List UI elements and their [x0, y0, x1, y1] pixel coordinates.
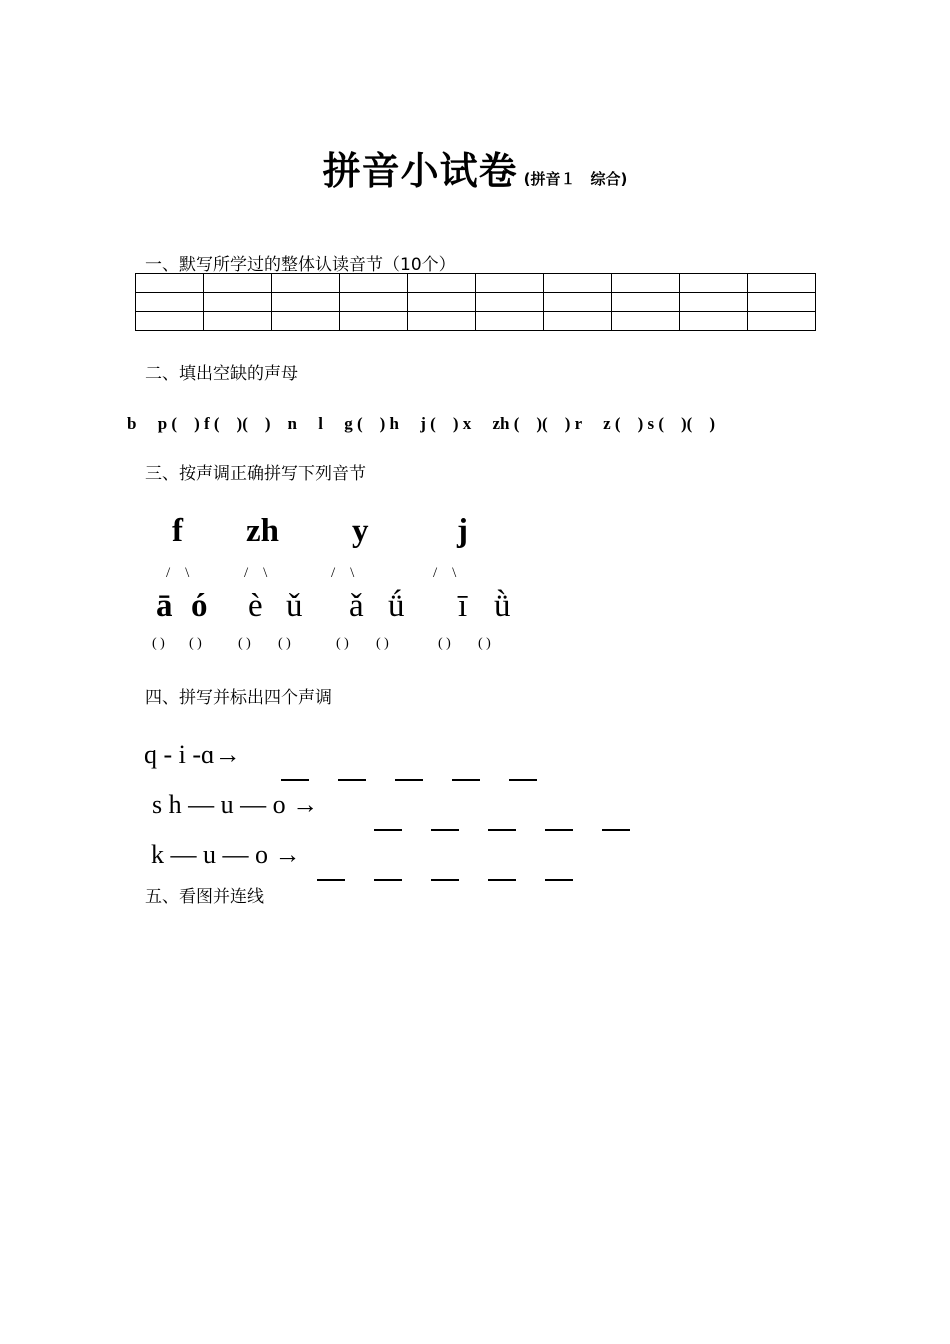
initial-letter: y — [352, 513, 369, 549]
answer-paren[interactable]: ( ) — [376, 636, 389, 651]
answer-paren[interactable]: ( ) — [336, 636, 349, 651]
tone-final — [191, 588, 208, 625]
tone-final: ǘ — [388, 588, 405, 624]
answer-blank[interactable] — [452, 777, 480, 781]
answer-blanks[interactable] — [374, 818, 659, 836]
section-5-heading: 五、看图并连线 — [145, 887, 264, 907]
answer-blank[interactable] — [317, 877, 345, 881]
section-3-heading: 三、按声调正确拼写下列音节 — [145, 464, 366, 484]
grid-cell[interactable] — [612, 312, 680, 331]
answer-blank[interactable] — [338, 777, 366, 781]
grid-row — [136, 274, 816, 293]
grid-cell[interactable] — [544, 274, 612, 293]
shengmu-fill-line[interactable] — [127, 409, 715, 434]
answer-blanks[interactable] — [317, 868, 602, 886]
answer-paren[interactable]: ( ) — [478, 636, 491, 651]
answer-blanks[interactable] — [281, 768, 566, 786]
grid-cell[interactable] — [612, 274, 680, 293]
tone-final: ǔ — [286, 588, 303, 624]
tone-final — [156, 588, 173, 625]
branch-lines: / \ — [244, 565, 268, 581]
answer-blank[interactable] — [545, 877, 573, 881]
tone-final: ǎ — [349, 588, 364, 624]
grid-cell[interactable] — [544, 293, 612, 312]
grid-cell[interactable] — [612, 293, 680, 312]
answer-blank[interactable] — [374, 827, 402, 831]
tone-final: ǜ — [494, 588, 511, 624]
grid-cell[interactable] — [476, 312, 544, 331]
title-subtitle: (拼音１ 综合) — [523, 170, 628, 188]
grid-cell[interactable] — [408, 293, 476, 312]
grid-cell[interactable] — [272, 312, 340, 331]
grid-cell[interactable] — [748, 293, 816, 312]
grid-row — [136, 293, 816, 312]
grid-cell[interactable] — [408, 312, 476, 331]
branch-lines: / \ — [331, 565, 355, 581]
answer-paren[interactable]: ( ) — [438, 636, 451, 651]
grid-cell[interactable] — [204, 274, 272, 293]
spelling-row: q - i -ɑ→ — [144, 740, 241, 769]
grid-cell[interactable] — [680, 312, 748, 331]
grid-cell[interactable] — [272, 274, 340, 293]
branch-lines: / \ — [166, 565, 190, 581]
shengmu-text: b p ( ) f ( )( ) n l g ( ) h j ( ) x zh ( )( ) r z ( ) s ( )( ) — [127, 414, 715, 433]
answer-blank[interactable] — [602, 827, 630, 831]
initial-letter: zh — [246, 513, 279, 549]
page-title — [0, 140, 950, 195]
answer-blank[interactable] — [431, 827, 459, 831]
branch-lines: / \ — [433, 565, 457, 581]
tone-final: è — [248, 588, 263, 624]
grid-cell[interactable] — [136, 312, 204, 331]
spelling-row: k — u — o → — [151, 840, 301, 869]
grid-cell[interactable] — [204, 293, 272, 312]
answer-blank[interactable] — [488, 827, 516, 831]
grid-cell[interactable] — [340, 293, 408, 312]
grid-cell[interactable] — [136, 274, 204, 293]
tone-final: ī — [458, 588, 468, 624]
grid-cell[interactable] — [136, 293, 204, 312]
final-letter: ó — [191, 588, 208, 624]
final-letter: ā — [156, 588, 173, 624]
grid-cell[interactable] — [340, 312, 408, 331]
answer-paren[interactable]: ( ) — [278, 636, 291, 651]
section-4-heading: 四、拼写并标出四个声调 — [145, 688, 332, 708]
answer-paren[interactable]: ( ) — [238, 636, 251, 651]
answer-blank[interactable] — [374, 877, 402, 881]
answer-blank[interactable] — [395, 777, 423, 781]
grid-cell[interactable] — [748, 274, 816, 293]
grid-cell[interactable] — [476, 293, 544, 312]
grid-cell[interactable] — [544, 312, 612, 331]
answer-paren[interactable]: ( ) — [152, 636, 165, 651]
answer-blank[interactable] — [488, 877, 516, 881]
spelling-row: s h — u — o → — [152, 790, 319, 819]
grid-cell[interactable] — [680, 293, 748, 312]
grid-cell[interactable] — [680, 274, 748, 293]
grid-cell[interactable] — [272, 293, 340, 312]
answer-grid — [135, 273, 816, 331]
initial-letter: f — [172, 513, 183, 549]
answer-paren[interactable]: ( ) — [189, 636, 202, 651]
grid-cell[interactable] — [408, 274, 476, 293]
grid-cell[interactable] — [340, 274, 408, 293]
initial-letter: j — [457, 513, 468, 549]
grid-cell[interactable] — [476, 274, 544, 293]
grid-cell[interactable] — [748, 312, 816, 331]
section-1-heading: 一、默写所学过的整体认读音节（10个） — [145, 255, 456, 275]
grid-cell[interactable] — [204, 312, 272, 331]
answer-blank[interactable] — [281, 777, 309, 781]
answer-blank[interactable] — [545, 827, 573, 831]
answer-blank[interactable] — [509, 777, 537, 781]
answer-blank[interactable] — [431, 877, 459, 881]
title-main: 拼音小试卷 — [322, 149, 518, 193]
grid-row — [136, 312, 816, 331]
section-2-heading: 二、填出空缺的声母 — [145, 364, 298, 384]
